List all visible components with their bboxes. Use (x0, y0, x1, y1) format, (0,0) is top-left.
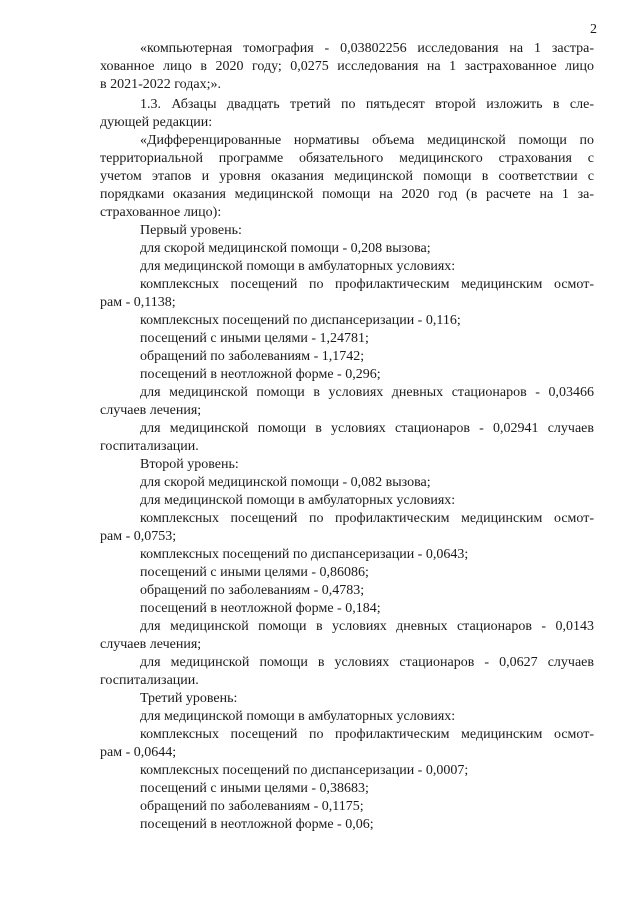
text-line: хованное лицо в 2020 году; 0,0275 исследования на 1 застрахованное лицо (100, 59, 594, 74)
text-line: для медицинской помощи в условиях дневных стационаров - 0,0143 (140, 619, 594, 634)
text-line: для скорой медицинской помощи - 0,208 вызова; (140, 241, 431, 256)
text-line: комплексных посещений по профилактическим медицинским осмот- (140, 277, 594, 292)
text-line: порядками оказания медицинской помощи на 2020 год (в расчете на 1 за- (100, 187, 594, 202)
text-line: комплексных посещений по диспансеризации - 0,0643; (140, 547, 469, 562)
section-heading: Третий уровень: (140, 691, 238, 706)
text-line: рам - 0,0753; (100, 529, 177, 544)
text-line: случаев лечения; (100, 637, 202, 652)
text-line: обращений по заболеваниям - 0,4783; (140, 583, 365, 598)
text-line: случаев лечения; (100, 403, 202, 418)
text-line: обращений по заболеваниям - 0,1175; (140, 799, 364, 814)
text-line: территориальной программе обязательного медицинского страхования с (100, 151, 594, 166)
text-line: дующей редакции: (100, 115, 213, 130)
text-line: посещений с иными целями - 1,24781; (140, 331, 369, 346)
text-line: посещений с иными целями - 0,86086; (140, 565, 369, 580)
text-line: посещений в неотложной форме - 0,296; (140, 367, 381, 382)
text-line: «Дифференцированные нормативы объема медицинской помощи по (140, 133, 594, 148)
text-line: посещений в неотложной форме - 0,184; (140, 601, 381, 616)
text-line: рам - 0,0644; (100, 745, 177, 760)
text-line: для медицинской помощи в условиях стационаров - 0,02941 случаев (140, 421, 594, 436)
text-line: для медицинской помощи в амбулаторных условиях: (140, 709, 456, 724)
text-line: учетом этапов и уровня оказания медицинской помощи в соответствии с (100, 169, 594, 184)
text-line: для скорой медицинской помощи - 0,082 вызова; (140, 475, 431, 490)
text-line: комплексных посещений по профилактическим медицинским осмот- (140, 511, 594, 526)
text-line: комплексных посещений по профилактическим медицинским осмот- (140, 727, 594, 742)
text-line: для медицинской помощи в амбулаторных условиях: (140, 259, 456, 274)
text-line: рам - 0,1138; (100, 295, 176, 310)
page-number: 2 (590, 22, 597, 37)
text-line: госпитализации. (100, 673, 199, 688)
text-line: госпитализации. (100, 439, 199, 454)
text-line: 1.3. Абзацы двадцать третий по пятьдесят второй изложить в сле- (140, 97, 594, 112)
text-line: обращений по заболеваниям - 1,1742; (140, 349, 365, 364)
section-heading: Второй уровень: (140, 457, 239, 472)
section-heading: Первый уровень: (140, 223, 242, 238)
text-line: страхованное лицо): (100, 205, 222, 220)
text-line: комплексных посещений по диспансеризации - 0,116; (140, 313, 461, 328)
text-line: посещений с иными целями - 0,38683; (140, 781, 369, 796)
text-line: в 2021-2022 годах;». (100, 77, 221, 92)
text-line: для медицинской помощи в условиях дневных стационаров - 0,03466 (140, 385, 594, 400)
text-line: «компьютерная томография - 0,03802256 исследования на 1 застра- (140, 41, 594, 56)
text-line: посещений в неотложной форме - 0,06; (140, 817, 374, 832)
text-line: для медицинской помощи в условиях стационаров - 0,0627 случаев (140, 655, 594, 670)
text-line: для медицинской помощи в амбулаторных условиях: (140, 493, 456, 508)
text-line: комплексных посещений по диспансеризации - 0,0007; (140, 763, 469, 778)
